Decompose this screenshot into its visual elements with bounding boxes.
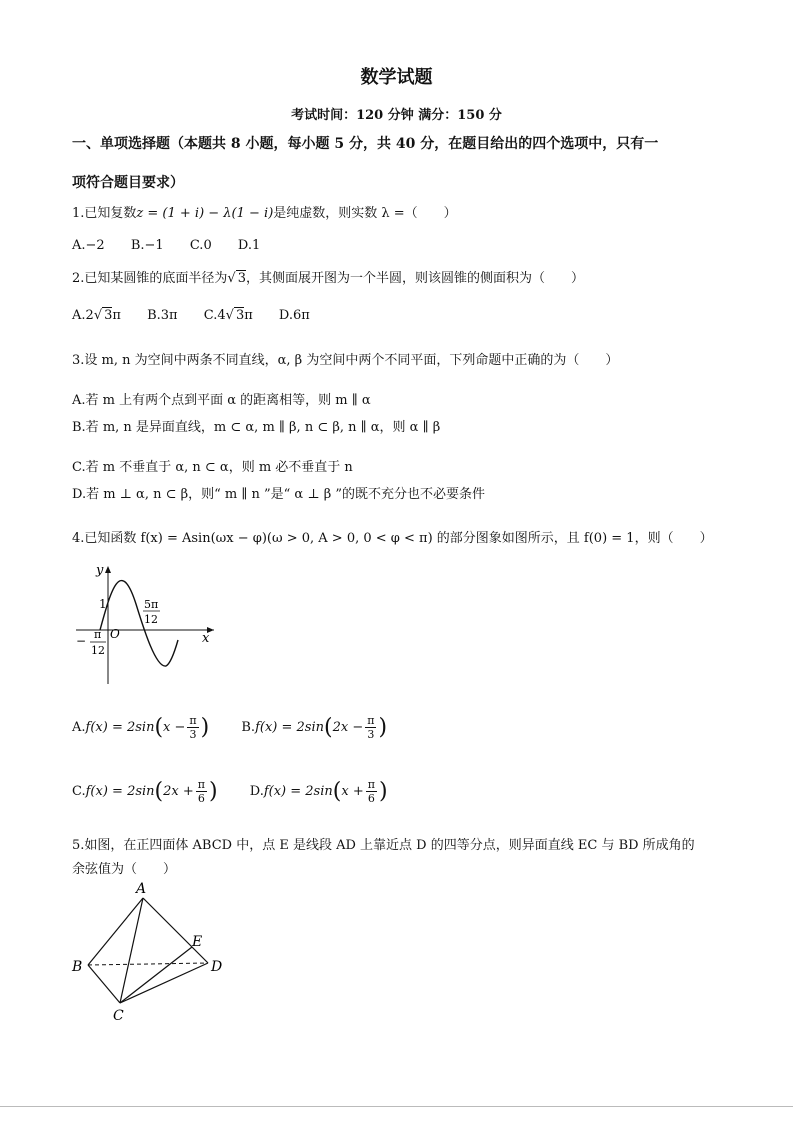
- q3-option-a[interactable]: A.若 m 上有两个点到平面 α 的距离相等，则 m ∥ α: [72, 393, 371, 408]
- q4-one-label: 1: [99, 597, 107, 611]
- page-bottom-rule: [0, 1106, 793, 1107]
- question-5-line1: 5.如图，在正四面体 ABCD 中，点 E 是线段 AD 上靠近点 D 的四等分点，则异面直线 EC 与 BD 所成角的: [72, 838, 695, 853]
- question-3-stem: 3.设 m, n 为空间中两条不同直线，α, β 为空间中两个不同平面，下列命题中正确的为（ ）: [72, 353, 619, 368]
- question-2-options: [72, 308, 332, 323]
- q4-sine-curve: [100, 581, 178, 667]
- q4-y-arrow: [105, 566, 111, 573]
- question-1-stem: [72, 202, 457, 221]
- q4-y-label: y: [96, 563, 104, 578]
- q2-option-d[interactable]: D.6π: [278, 308, 310, 323]
- vertex-a-label: A: [136, 881, 147, 897]
- question-4-options-row2: [72, 778, 416, 805]
- vertex-b-label: B: [72, 959, 83, 975]
- question-4-stem: 4.已知函数 f(x) = Asin(ωx − φ)(ω > 0, A > 0, 0 < φ < π) 的部分图象如图所示，且 f(0) = 1，则（ ）: [72, 531, 713, 546]
- q4-left-minus: −: [76, 634, 87, 648]
- section-heading-line2: 项符合题目要求）: [72, 175, 184, 191]
- question-5-line2: 余弦值为（ ）: [72, 862, 177, 877]
- point-e-label: E: [192, 934, 203, 950]
- q2-option-b[interactable]: B.3π: [147, 308, 178, 323]
- q4-option-d[interactable]: D.f(x) = 2sin(x + $\frac{\pi}{6}$ ): [249, 778, 388, 805]
- q4-right-den: 12: [144, 613, 158, 626]
- q2-option-a[interactable]: A.2√ 3π: [72, 308, 121, 323]
- q4-left-num: π: [94, 628, 102, 641]
- q4-sine-graph: [72, 558, 222, 688]
- q4-origin-label: O: [110, 627, 120, 641]
- q4-option-a[interactable]: A.f(x) = 2sin(x − $\frac{\pi}{3}$ ): [72, 714, 210, 741]
- edge-bc: [88, 965, 120, 1003]
- question-1-options: [72, 238, 282, 253]
- q3-option-c[interactable]: C.若 m 不垂直于 α, n ⊂ α，则 m 必不垂直于 n: [72, 460, 353, 475]
- question-4-options-row1: [72, 714, 415, 741]
- edge-ad: [143, 898, 208, 963]
- question-2-stem: 2.已知某圆锥的底面半径为√ 3，其侧面展开图为一个半圆，则该圆锥的侧面积为（ ）: [72, 271, 584, 286]
- q2-option-c[interactable]: C.4√ 3π: [203, 308, 253, 323]
- q3-option-b[interactable]: B.若 m, n 是异面直线，m ⊂ α, m ∥ β, n ⊂ β, n ∥ α，则 α ∥ β: [72, 420, 441, 435]
- q4-option-c[interactable]: C.f(x) = 2sin(2x + $\frac{\pi}{6}$ ): [72, 778, 218, 805]
- q4-left-den: 12: [91, 644, 105, 657]
- q4-right-num: 5π: [144, 598, 159, 611]
- q1-prefix: 1.已知复数: [72, 206, 137, 221]
- q2-prefix: 2.已知某圆锥的底面半径为: [72, 271, 228, 286]
- q1-option-b[interactable]: B.−1: [130, 238, 164, 253]
- q2-suffix: ，其侧面展开图为一个半圆，则该圆锥的侧面积为（ ）: [245, 271, 584, 286]
- q1-option-c[interactable]: C.0: [189, 238, 212, 253]
- vertex-c-label: C: [113, 1008, 124, 1024]
- q2-radicand: 3: [237, 271, 246, 286]
- q1-expression: z = (1 + i) − λ(1 − i): [136, 206, 274, 221]
- q5-tetrahedron-figure: [68, 878, 238, 1028]
- vertex-d-label: D: [211, 959, 223, 975]
- exam-info: 考试时间：120 分钟 满分：150 分: [291, 108, 502, 123]
- page-title: 数学试题: [360, 67, 433, 88]
- q1-option-d[interactable]: D.1: [237, 238, 261, 253]
- edge-ab: [88, 898, 143, 965]
- q1-suffix: 是纯虚数，则实数 λ =（ ）: [273, 206, 457, 221]
- q3-option-d[interactable]: D.若 m ⊥ α, n ⊂ β，则“ m ∥ n ”是“ α ⊥ β ”的既不充分也不必要条件: [72, 487, 485, 502]
- edge-bd-hidden: [88, 963, 208, 965]
- section-heading-line1: 一、单项选择题（本题共 8 小题，每小题 5 分，共 40 分，在题目给出的四个选项中，只有一: [72, 136, 659, 152]
- q4-option-b[interactable]: B.f(x) = 2sin(2x − $\frac{\pi}{3}$ ): [241, 714, 388, 741]
- q4-x-label: x: [202, 631, 210, 646]
- q1-option-a[interactable]: A.−2: [72, 238, 105, 253]
